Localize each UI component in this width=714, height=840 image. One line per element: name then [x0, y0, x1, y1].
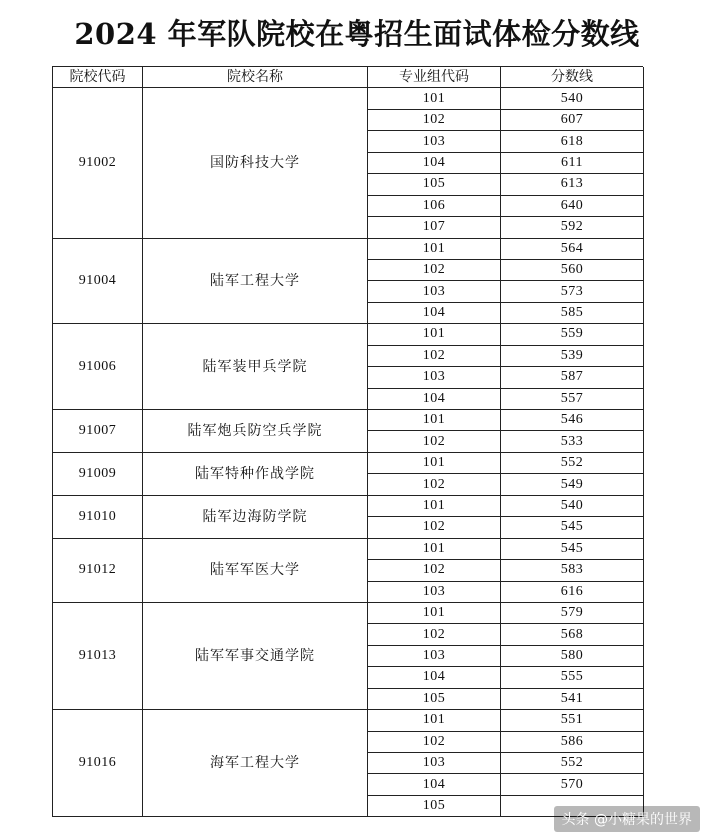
- score-cell: 570: [501, 774, 644, 795]
- score-cell: 552: [501, 453, 644, 474]
- score-cell: 545: [501, 517, 644, 538]
- school-name-cell: 陆军军医大学: [143, 539, 368, 603]
- group-code-cell: 101: [368, 603, 501, 624]
- school-name-cell: 海军工程大学: [143, 710, 368, 817]
- group-code-cell: 102: [368, 517, 501, 538]
- school-name-cell: 陆军军事交通学院: [143, 603, 368, 710]
- group-code-cell: 101: [368, 88, 501, 109]
- score-table: [52, 66, 643, 817]
- score-cell: 541: [501, 689, 644, 710]
- school-code-cell: 91004: [53, 239, 143, 325]
- score-cell: 583: [501, 560, 644, 581]
- group-code-cell: 105: [368, 796, 501, 817]
- group-code-cell: 103: [368, 367, 501, 388]
- group-code-cell: 101: [368, 453, 501, 474]
- group-code-cell: 102: [368, 110, 501, 131]
- header-group-code: 专业组代码: [368, 67, 501, 88]
- group-code-cell: 102: [368, 624, 501, 645]
- score-cell: 592: [501, 217, 644, 238]
- school-name-cell: 陆军边海防学院: [143, 496, 368, 539]
- school-name-cell: 陆军工程大学: [143, 239, 368, 325]
- group-code-cell: 101: [368, 539, 501, 560]
- score-cell: 546: [501, 410, 644, 431]
- group-code-cell: 102: [368, 346, 501, 367]
- score-cell: 607: [501, 110, 644, 131]
- group-code-cell: 102: [368, 431, 501, 452]
- header-score: 分数线: [501, 67, 644, 88]
- score-cell: 539: [501, 346, 644, 367]
- school-code-cell: 91007: [53, 410, 143, 453]
- score-cell: 533: [501, 431, 644, 452]
- score-cell: 579: [501, 603, 644, 624]
- group-code-cell: 106: [368, 196, 501, 217]
- group-code-cell: 107: [368, 217, 501, 238]
- group-code-cell: 104: [368, 774, 501, 795]
- page-title: 2024 年军队院校在粤招生面试体检分数线: [74, 17, 640, 51]
- score-cell: 540: [501, 88, 644, 109]
- school-name-cell: 国防科技大学: [143, 88, 368, 238]
- school-name-cell: 陆军炮兵防空兵学院: [143, 410, 368, 453]
- school-code-cell: 91016: [53, 710, 143, 817]
- group-code-cell: 101: [368, 324, 501, 345]
- score-cell: 611: [501, 153, 644, 174]
- score-cell: 559: [501, 324, 644, 345]
- group-code-cell: 105: [368, 174, 501, 195]
- school-code-cell: 91013: [53, 603, 143, 710]
- group-code-cell: 103: [368, 131, 501, 152]
- group-code-cell: 101: [368, 710, 501, 731]
- group-code-cell: 102: [368, 260, 501, 281]
- school-name-cell: 陆军装甲兵学院: [143, 324, 368, 410]
- school-code-cell: 91012: [53, 539, 143, 603]
- score-cell: 640: [501, 196, 644, 217]
- group-code-cell: 104: [368, 389, 501, 410]
- watermark: 头条 @小糖果的世界: [554, 806, 700, 832]
- score-cell: 555: [501, 667, 644, 688]
- score-cell: 587: [501, 367, 644, 388]
- score-cell: 568: [501, 624, 644, 645]
- score-cell: 552: [501, 753, 644, 774]
- header-school-code: 院校代码: [53, 67, 143, 88]
- school-code-cell: 91009: [53, 453, 143, 496]
- score-cell: 549: [501, 474, 644, 495]
- score-cell: 540: [501, 496, 644, 517]
- score-cell: 545: [501, 539, 644, 560]
- group-code-cell: 103: [368, 582, 501, 603]
- score-cell: 618: [501, 131, 644, 152]
- school-code-cell: 91010: [53, 496, 143, 539]
- score-cell: 585: [501, 303, 644, 324]
- score-cell: 586: [501, 732, 644, 753]
- score-cell: 573: [501, 281, 644, 302]
- header-school-name: 院校名称: [143, 67, 368, 88]
- group-code-cell: 101: [368, 239, 501, 260]
- group-code-cell: 104: [368, 153, 501, 174]
- score-cell: 616: [501, 582, 644, 603]
- school-code-cell: 91002: [53, 88, 143, 238]
- school-name-cell: 陆军特种作战学院: [143, 453, 368, 496]
- group-code-cell: 103: [368, 753, 501, 774]
- group-code-cell: 103: [368, 281, 501, 302]
- school-code-cell: 91006: [53, 324, 143, 410]
- score-cell: 560: [501, 260, 644, 281]
- group-code-cell: 103: [368, 646, 501, 667]
- group-code-cell: 104: [368, 303, 501, 324]
- group-code-cell: 102: [368, 474, 501, 495]
- score-cell: 564: [501, 239, 644, 260]
- group-code-cell: 102: [368, 560, 501, 581]
- group-code-cell: 101: [368, 410, 501, 431]
- group-code-cell: 101: [368, 496, 501, 517]
- score-cell: 613: [501, 174, 644, 195]
- score-cell: 551: [501, 710, 644, 731]
- score-cell: 580: [501, 646, 644, 667]
- score-cell: 557: [501, 389, 644, 410]
- group-code-cell: 105: [368, 689, 501, 710]
- group-code-cell: 104: [368, 667, 501, 688]
- group-code-cell: 102: [368, 732, 501, 753]
